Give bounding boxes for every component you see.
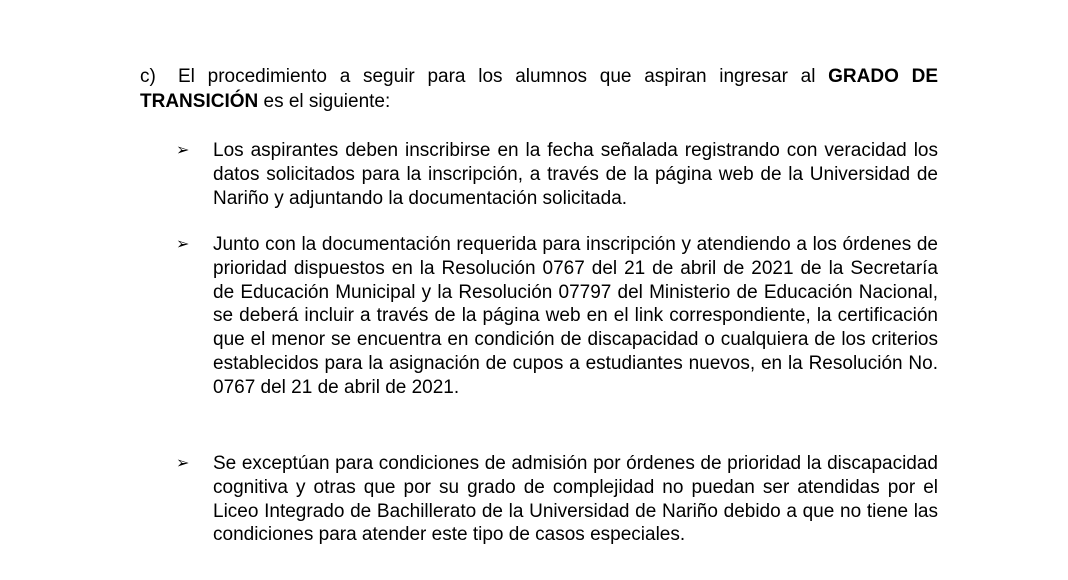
arrow-bullet-icon: ➢ (176, 236, 190, 253)
intro-text: El procedimiento a seguir para los alumnos que aspiran ingresar al (178, 66, 816, 87)
intro-suffix: es el siguiente: (263, 91, 391, 112)
arrow-bullet-icon: ➢ (176, 455, 190, 472)
bullet-text-1: Los aspirantes deben inscribirse en la fecha señalada registrando con veracidad los datos solicitados para la inscripción, a través de la página web de la Universidad de Nariño y adjuntando la documentación solicitada. (213, 140, 938, 209)
section-label: c) (140, 66, 156, 87)
arrow-bullet-icon: ➢ (176, 142, 190, 159)
bullet-text-3: Se exceptúan para condiciones de admisión por órdenes de prioridad la discapacidad cognitiva y otras que por su grado de complejidad no puedan ser atendidas por el Liceo Integrado de Bachillerato de la Universidad de Nariño debido a que no tiene las condiciones para atender este tipo de casos especiales. (213, 453, 938, 546)
intro-bold-grade: GRADO DE TRANSICIÓN (140, 66, 938, 112)
section-c-intro (140, 64, 938, 114)
bullet-text-2: Junto con la documentación requerida para inscripción y atendiendo a los órdenes de prioridad dispuestos en la Resolución 0767 del 21 de abril de 2021 de la Secretaría de Educación Municipal y la Resolución 07797 del Ministerio de Educación Nacional, se deberá incluir a través de la página web en el link correspondiente, la certificación que el menor se encuentra en condición de discapacidad o cualquiera de los criterios establecidos para la asignación de cupos a estudiantes nuevos, en la Resolución No. 0767 del 21 de abril de 2021. (213, 234, 938, 398)
